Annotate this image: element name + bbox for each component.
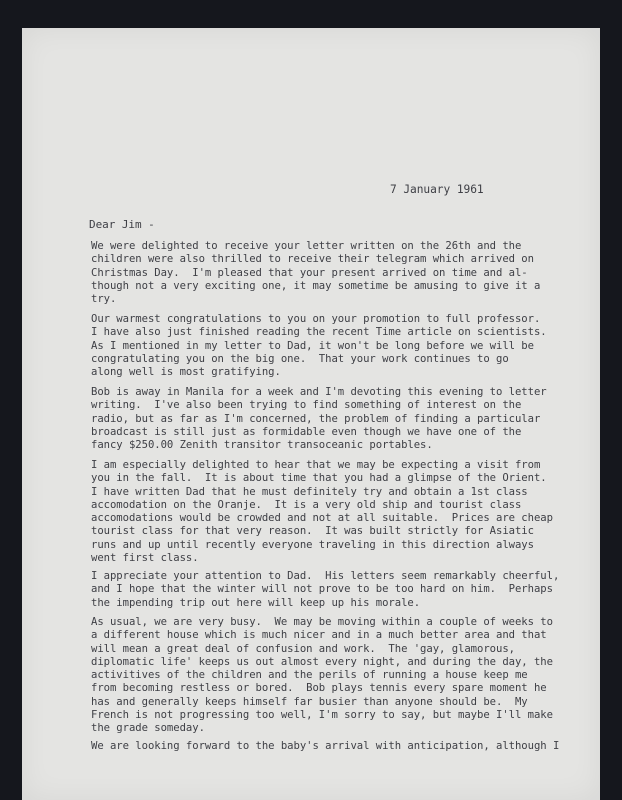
text-line: has and generally keeps himself far busier than anyone should be. My <box>91 695 528 708</box>
paragraph-4 <box>91 459 553 565</box>
text-line: broadcast is still just as formidable even though we have one of the <box>91 425 522 438</box>
text-line: fancy $250.00 Zenith transitor transoceanic portables. <box>91 439 433 452</box>
text-line: diplomatic life' keeps us out almost every night, and during the day, the <box>91 655 553 668</box>
text-line: I have written Dad that he must definitely try and obtain a 1st class <box>91 485 528 498</box>
salutation: Dear Jim - <box>89 218 155 231</box>
text-line: the grade someday. <box>91 722 205 735</box>
paragraph-3 <box>91 386 547 452</box>
text-line: try. <box>91 293 117 306</box>
text-line: Christmas Day. I'm pleased that your present arrived on time and al- <box>91 266 528 279</box>
letter-date: 7 January 1961 <box>390 183 484 196</box>
paragraph-2 <box>91 313 547 379</box>
text-line: Bob is away in Manila for a week and I'm devoting this evening to letter <box>91 386 547 398</box>
text-line: the impending trip out here will keep up his morale. <box>91 596 421 609</box>
text-line: I have also just finished reading the recent Time article on scientists. <box>91 326 547 339</box>
text-line: radio, but as far as I'm concerned, the problem of finding a particular <box>91 412 541 425</box>
paragraph-5 <box>91 570 559 610</box>
text-line: I appreciate your attention to Dad. His letters seem remarkably cheerful, <box>91 570 560 582</box>
text-line: We are looking forward to the baby's arrival with anticipation, although I <box>91 740 560 752</box>
text-line: accomodations would be crowded and not at all suitable. Prices are cheap <box>91 512 553 525</box>
text-line: and I hope that the winter will not prove to be too hard on him. Perhaps <box>91 583 553 596</box>
text-line: activitives of the children and the perils of running a house keep me <box>91 669 528 682</box>
paragraph-7 <box>91 740 559 753</box>
text-line: Our warmest congratulations to you on your promotion to full professor. <box>91 313 541 325</box>
text-line: We were delighted to receive your letter written on the 26th and the <box>91 240 522 252</box>
paragraph-1 <box>91 240 540 306</box>
text-line: As I mentioned in my letter to Dad, it won't be long before we will be <box>91 339 534 352</box>
text-line: along well is most gratifying. <box>91 366 281 379</box>
text-line: a different house which is much nicer and in a much better area and that <box>91 629 547 642</box>
text-line: runs and up until recently everyone traveling in this direction always <box>91 538 534 551</box>
text-line: will mean a great deal of confusion and work. The 'gay, glamorous, <box>91 642 515 655</box>
text-line: children were also thrilled to receive their telegram which arrived on <box>91 253 534 266</box>
text-line: accomodation on the Oranje. It is a very old ship and tourist class <box>91 498 522 511</box>
text-line: tourist class for that very reason. It was built strictly for Asiatic <box>91 525 534 538</box>
text-line: went first class. <box>91 552 199 565</box>
text-line: though not a very exciting one, it may sometime be amusing to give it a <box>91 279 541 292</box>
text-line: I am especially delighted to hear that we may be expecting a visit from <box>91 459 541 471</box>
paragraph-6 <box>91 616 553 736</box>
text-line: congratulating you on the big one. That your work continues to go <box>91 352 509 365</box>
text-line: As usual, we are very busy. We may be moving within a couple of weeks to <box>91 616 553 628</box>
text-line: from becoming restless or bored. Bob plays tennis every spare moment he <box>91 682 547 695</box>
text-line: you in the fall. It is about time that you had a glimpse of the Orient. <box>91 472 547 485</box>
text-line: writing. I've also been trying to find something of interest on the <box>91 399 522 412</box>
text-line: French is not progressing too well, I'm sorry to say, but maybe I'll make <box>91 709 553 722</box>
